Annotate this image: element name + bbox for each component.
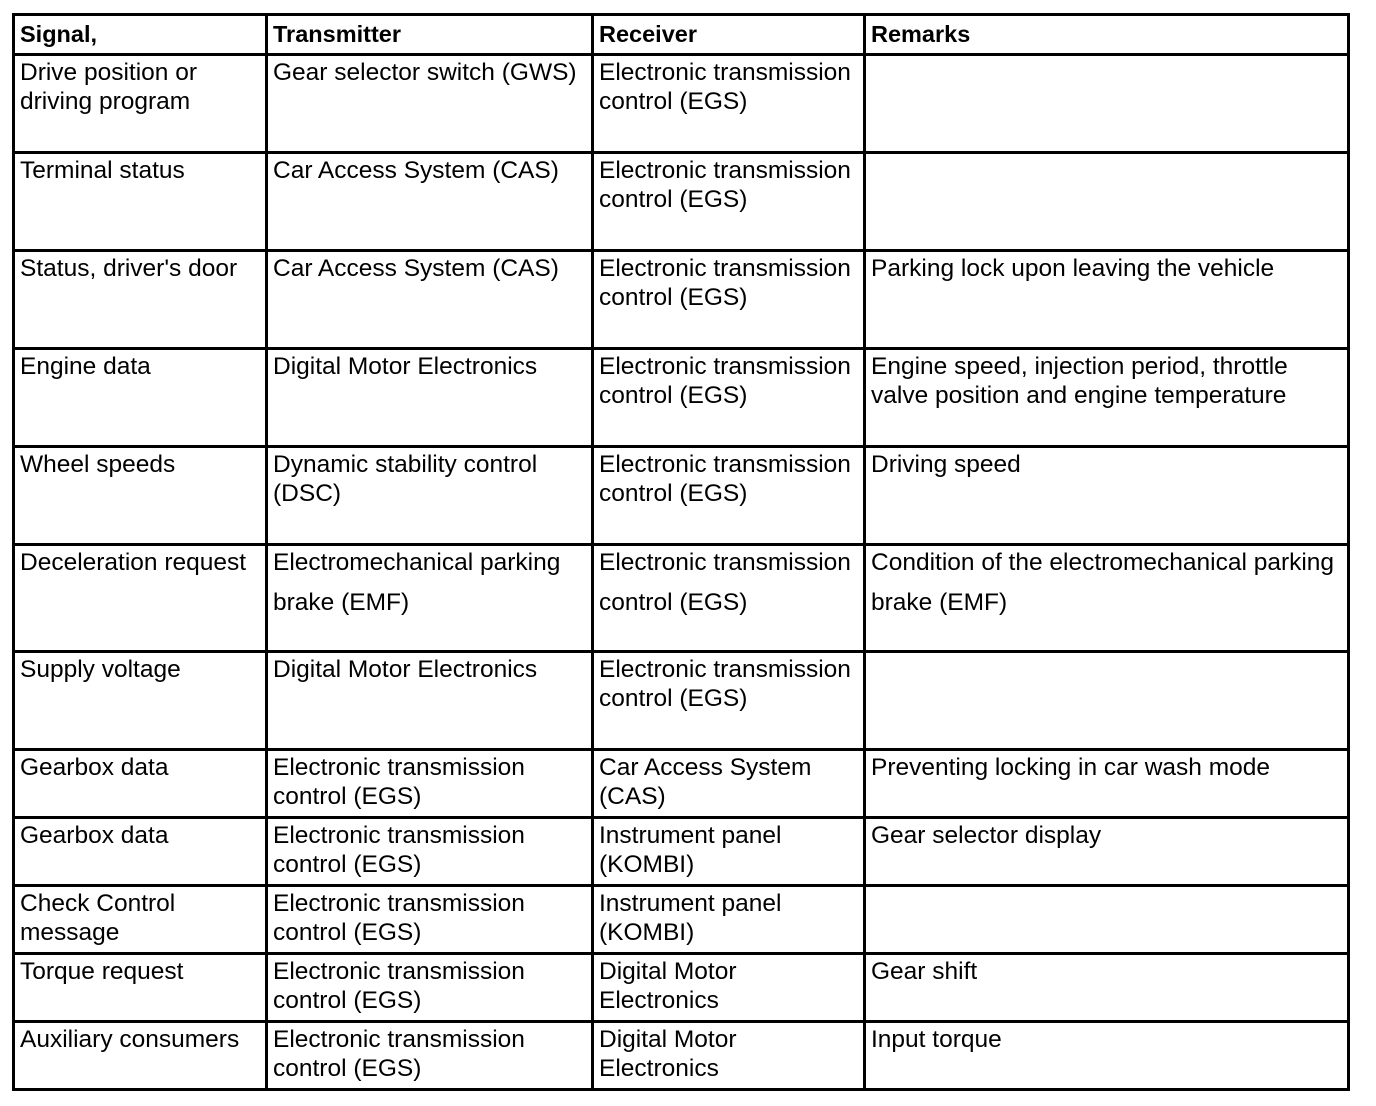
cell-receiver [593,954,865,1022]
cell-remarks-text: Preventing locking in car wash mode [871,754,1271,781]
cell-receiver [593,251,865,349]
cell-signal-text: Engine data [20,353,151,380]
cell-transmitter [267,652,593,750]
cell-signal-text: Status, driver's door [20,255,238,282]
cell-receiver-text: Instrument panel (KOMBI) [599,890,782,946]
cell-receiver [593,886,865,954]
cell-receiver [593,55,865,153]
table-row [14,447,1349,545]
cell-receiver-text: Electronic transmission control (EGS) [599,353,851,409]
cell-signal [14,349,267,447]
cell-remarks [865,652,1349,750]
cell-receiver-text: Electronic transmission control (EGS) [599,656,851,712]
cell-remarks [865,251,1349,349]
cell-receiver-text: Digital Motor Electronics [599,1026,737,1082]
cell-signal [14,652,267,750]
cell-transmitter-text: Dynamic stability control (DSC) [273,451,538,507]
cell-signal [14,1022,267,1090]
table-row [14,652,1349,750]
cell-transmitter [267,55,593,153]
cell-remarks-text: Input torque [871,1026,1002,1053]
cell-receiver [593,1022,865,1090]
table-row [14,251,1349,349]
cell-transmitter-text: Electronic transmission control (EGS) [273,754,525,810]
cell-receiver-text: Digital Motor Electronics [599,958,737,1014]
cell-signal-text: Wheel speeds [20,451,176,478]
cell-receiver-text: Electronic transmission control (EGS) [599,451,851,507]
cell-signal [14,153,267,251]
cell-remarks-text: Gear selector display [871,822,1102,849]
cell-receiver-text: Instrument panel (KOMBI) [599,822,782,878]
cell-transmitter-text: Digital Motor Electronics [273,656,538,683]
cell-transmitter [267,1022,593,1090]
table-row [14,886,1349,954]
cell-transmitter [267,954,593,1022]
header-remarks: Remarks [865,15,1349,55]
header-transmitter: Transmitter [267,15,593,55]
cell-transmitter-text: Electromechanical parking brake (EMF) [273,549,561,616]
cell-receiver-text: Electronic transmission control (EGS) [599,59,851,115]
cell-remarks-text: Engine speed, injection period, throttle valve position and engine temperature [871,353,1288,409]
cell-transmitter-text: Electronic transmission control (EGS) [273,1026,525,1082]
cell-signal [14,818,267,886]
cell-transmitter-text: Electronic transmission control (EGS) [273,890,525,946]
cell-remarks [865,349,1349,447]
table-row [14,55,1349,153]
cell-receiver [593,652,865,750]
cell-transmitter-text: Electronic transmission control (EGS) [273,822,525,878]
table-row [14,954,1349,1022]
cell-signal-text: Deceleration request [20,549,247,576]
cell-signal-text: Terminal status [20,157,185,184]
cell-signal-text: Torque request [20,958,184,985]
cell-receiver [593,545,865,652]
cell-remarks-text: Gear shift [871,958,978,985]
cell-remarks [865,1022,1349,1090]
cell-remarks-text: Condition of the electromechanical parking brake (EMF) [871,549,1335,616]
cell-receiver-text: Car Access System (CAS) [599,754,812,810]
cell-receiver [593,153,865,251]
table-row [14,153,1349,251]
table-row [14,349,1349,447]
table-row [14,750,1349,818]
table-row [14,818,1349,886]
header-signal: Signal, [14,15,267,55]
cell-signal [14,750,267,818]
cell-signal-text: Gearbox data [20,822,169,849]
cell-remarks [865,750,1349,818]
table-row [14,545,1349,652]
cell-transmitter-text: Electronic transmission control (EGS) [273,958,525,1014]
cell-transmitter [267,349,593,447]
cell-remarks [865,818,1349,886]
cell-transmitter [267,818,593,886]
cell-remarks [865,886,1349,954]
cell-receiver [593,750,865,818]
cell-receiver-text: Electronic transmission control (EGS) [599,157,851,213]
cell-remarks-text: Parking lock upon leaving the vehicle [871,255,1275,282]
cell-receiver-text: Electronic transmission control (EGS) [599,255,851,311]
cell-remarks [865,545,1349,652]
cell-remarks [865,55,1349,153]
cell-signal [14,954,267,1022]
cell-transmitter [267,153,593,251]
cell-remarks [865,153,1349,251]
cell-remarks [865,447,1349,545]
cell-signal [14,55,267,153]
cell-signal [14,545,267,652]
cell-transmitter-text: Digital Motor Electronics [273,353,538,380]
cell-transmitter [267,886,593,954]
header-row [14,15,1349,55]
table-row [14,1022,1349,1090]
cell-signal-text: Check Control message [20,890,176,946]
cell-transmitter [267,545,593,652]
cell-transmitter-text: Car Access System (CAS) [273,157,559,184]
cell-receiver [593,818,865,886]
header-receiver: Receiver [593,15,865,55]
cell-transmitter [267,447,593,545]
cell-signal-text: Drive position or driving program [20,59,198,115]
cell-signal-text: Auxiliary consumers [20,1026,240,1053]
signal-table [12,13,1350,1091]
cell-signal [14,251,267,349]
cell-transmitter [267,251,593,349]
cell-transmitter [267,750,593,818]
cell-transmitter-text: Gear selector switch (GWS) [273,59,577,86]
cell-receiver [593,349,865,447]
cell-signal-text: Supply voltage [20,656,181,683]
cell-receiver-text: Electronic transmission control (EGS) [599,549,851,616]
cell-remarks-text: Driving speed [871,451,1021,478]
cell-signal-text: Gearbox data [20,754,169,781]
cell-signal [14,447,267,545]
cell-receiver [593,447,865,545]
cell-signal [14,886,267,954]
cell-transmitter-text: Car Access System (CAS) [273,255,559,282]
cell-remarks [865,954,1349,1022]
